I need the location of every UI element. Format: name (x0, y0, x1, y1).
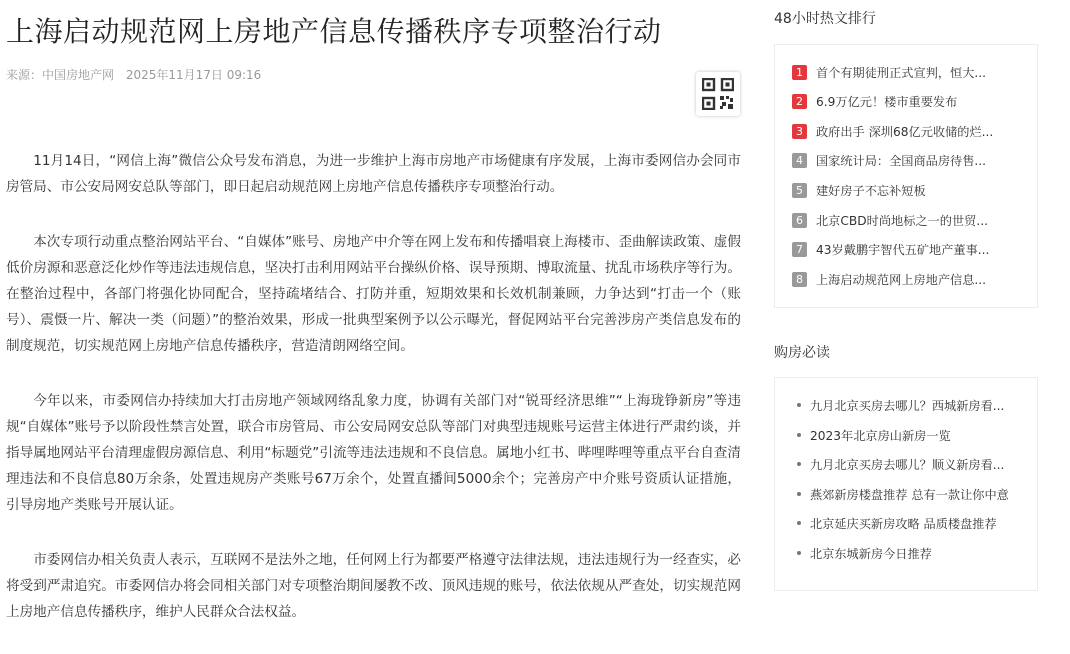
buying-guide-link[interactable]: 九月北京买房去哪儿？西城新房看... (810, 398, 1005, 413)
buying-guide-link[interactable]: 北京延庆买新房攻略 品质楼盘推荐 (810, 516, 997, 531)
hot-item-link[interactable]: 6.9万亿元！楼市重要发布 (816, 94, 958, 109)
hot-item[interactable] (792, 150, 1022, 170)
hot-ranking-title: 48小时热文排行 (774, 11, 876, 27)
article-paragraph: 11月14日，“网信上海”微信公众号发布消息，为进一步维护上海市房地产市场健康有序发展，上海市委网信办会同市房管局、市公安局网安总队等部门，即日起启动规范网上房地产信息传播秩序专项整治行动。 (6, 153, 741, 195)
rank-badge: 1 (792, 65, 807, 80)
article-date: 2025年11月17日 09:16 (125, 68, 262, 82)
rank-badge: 8 (792, 272, 807, 287)
bullet-icon (797, 521, 801, 525)
bullet-icon (797, 433, 801, 437)
rank-badge: 5 (792, 183, 807, 198)
hot-item[interactable] (792, 269, 1022, 289)
rank-badge: 7 (792, 242, 807, 257)
buying-guide-link[interactable]: 2023年北京房山新房一览 (810, 428, 951, 443)
hot-item-link[interactable]: 政府出手 深圳68亿元收储的烂... (816, 124, 994, 139)
hot-item-link[interactable]: 43岁戴鹏宇智代五矿地产董事... (816, 242, 990, 257)
buying-guide-item[interactable] (797, 454, 1032, 474)
article-meta (6, 66, 269, 83)
hot-ranking-list (774, 44, 1038, 308)
rank-badge: 6 (792, 213, 807, 228)
buying-guide-item[interactable] (797, 513, 1032, 533)
hot-item[interactable] (792, 210, 1022, 230)
qr-code-icon (702, 78, 734, 110)
hot-item[interactable] (792, 62, 1022, 82)
bullet-icon (797, 551, 801, 555)
hot-item[interactable] (792, 239, 1022, 259)
article-paragraph: 本次专项行动重点整治网站平台、“自媒体”账号、房地产中介等在网上发布和传播唱衰上海楼市、歪曲解读政策、虚假低价房源和恶意泛化炒作等违法违规信息，坚决打击利用网站平台操纵价格、误导预期、博取流量、扰乱市场秩序等行为。在整治过程中，各部门将强化协同配合，坚持疏堵结合、打防并重，短期效果和长效机制兼顾，力争达到“打击一个（账号）、震慑一片、解决一类（问题）”的整治效果，形成一批典型案例予以公示曝光，督促网站平台完善涉房产类信息发布的制度规范，切实规范网上房地产信息传播秩序，营造清朗网络空间。 (6, 234, 741, 354)
article-title: 上海启动规范网上房地产信息传播秩序专项整治行动 (6, 15, 662, 48)
buying-guide-title: 购房必读 (774, 345, 830, 361)
article-body (6, 148, 741, 654)
hot-item-link[interactable]: 上海启动规范网上房地产信息... (816, 272, 987, 287)
hot-item[interactable] (792, 180, 1022, 200)
rank-badge: 2 (792, 94, 807, 109)
hot-item-link[interactable]: 北京CBD时尚地标之一的世贸... (816, 213, 988, 228)
hot-item-link[interactable]: 国家统计局：全国商品房待售... (816, 153, 987, 168)
buying-guide-item[interactable] (797, 425, 1032, 445)
buying-guide-link[interactable]: 北京东城新房今日推荐 (810, 546, 932, 561)
bullet-icon (797, 492, 801, 496)
buying-guide-item[interactable] (797, 543, 1032, 563)
rank-badge: 3 (792, 124, 807, 139)
hot-item[interactable] (792, 121, 1022, 141)
buying-guide-list (774, 377, 1038, 591)
qr-code-button[interactable] (696, 72, 740, 116)
hot-item-link[interactable]: 建好房子不忘补短板 (816, 183, 926, 198)
rank-badge: 4 (792, 153, 807, 168)
bullet-icon (797, 403, 801, 407)
buying-guide-link[interactable]: 九月北京买房去哪儿？顺义新房看... (810, 457, 1005, 472)
article-paragraph: 今年以来，市委网信办持续加大打击房地产领域网络乱象力度，协调有关部门对“锐哥经济思维”“上海珑铮新房”等违规“自媒体”账号予以阶段性禁言处置，联合市房管局、市公安局网安总队等部门对典型违规账号运营主体进行严肃约谈，并指导属地网站平台清理虚假房源信息、利用“标题党”引流等违法违规和不良信息。属地小红书、哔哩哔哩等重点平台自查清理违法和不良信息80万余条，处置违规房产类账号67万余个，处置直播间5000余个；完善房产中介账号资质认证措施，引导房地产类账号开展认证。 (6, 393, 741, 513)
article-source[interactable]: 来源：中国房地产网 (6, 68, 115, 82)
article-paragraph: 市委网信办相关负责人表示，互联网不是法外之地，任何网上行为都要严格遵守法律法规，违法违规行为一经查实，必将受到严肃追究。市委网信办将会同相关部门对专项整治期间屡教不改、顶风违规的账号，依法依规从严查处，切实规范网上房地产信息传播秩序，维护人民群众合法权益。 (6, 552, 741, 620)
buying-guide-item[interactable] (797, 484, 1032, 504)
hot-item-link[interactable]: 首个有期徒刑正式宣判，恒大... (816, 65, 987, 80)
buying-guide-link[interactable]: 燕郊新房楼盘推荐 总有一款让你中意 (810, 487, 1009, 502)
bullet-icon (797, 462, 801, 466)
buying-guide-item[interactable] (797, 395, 1032, 415)
hot-item[interactable] (792, 91, 1022, 111)
